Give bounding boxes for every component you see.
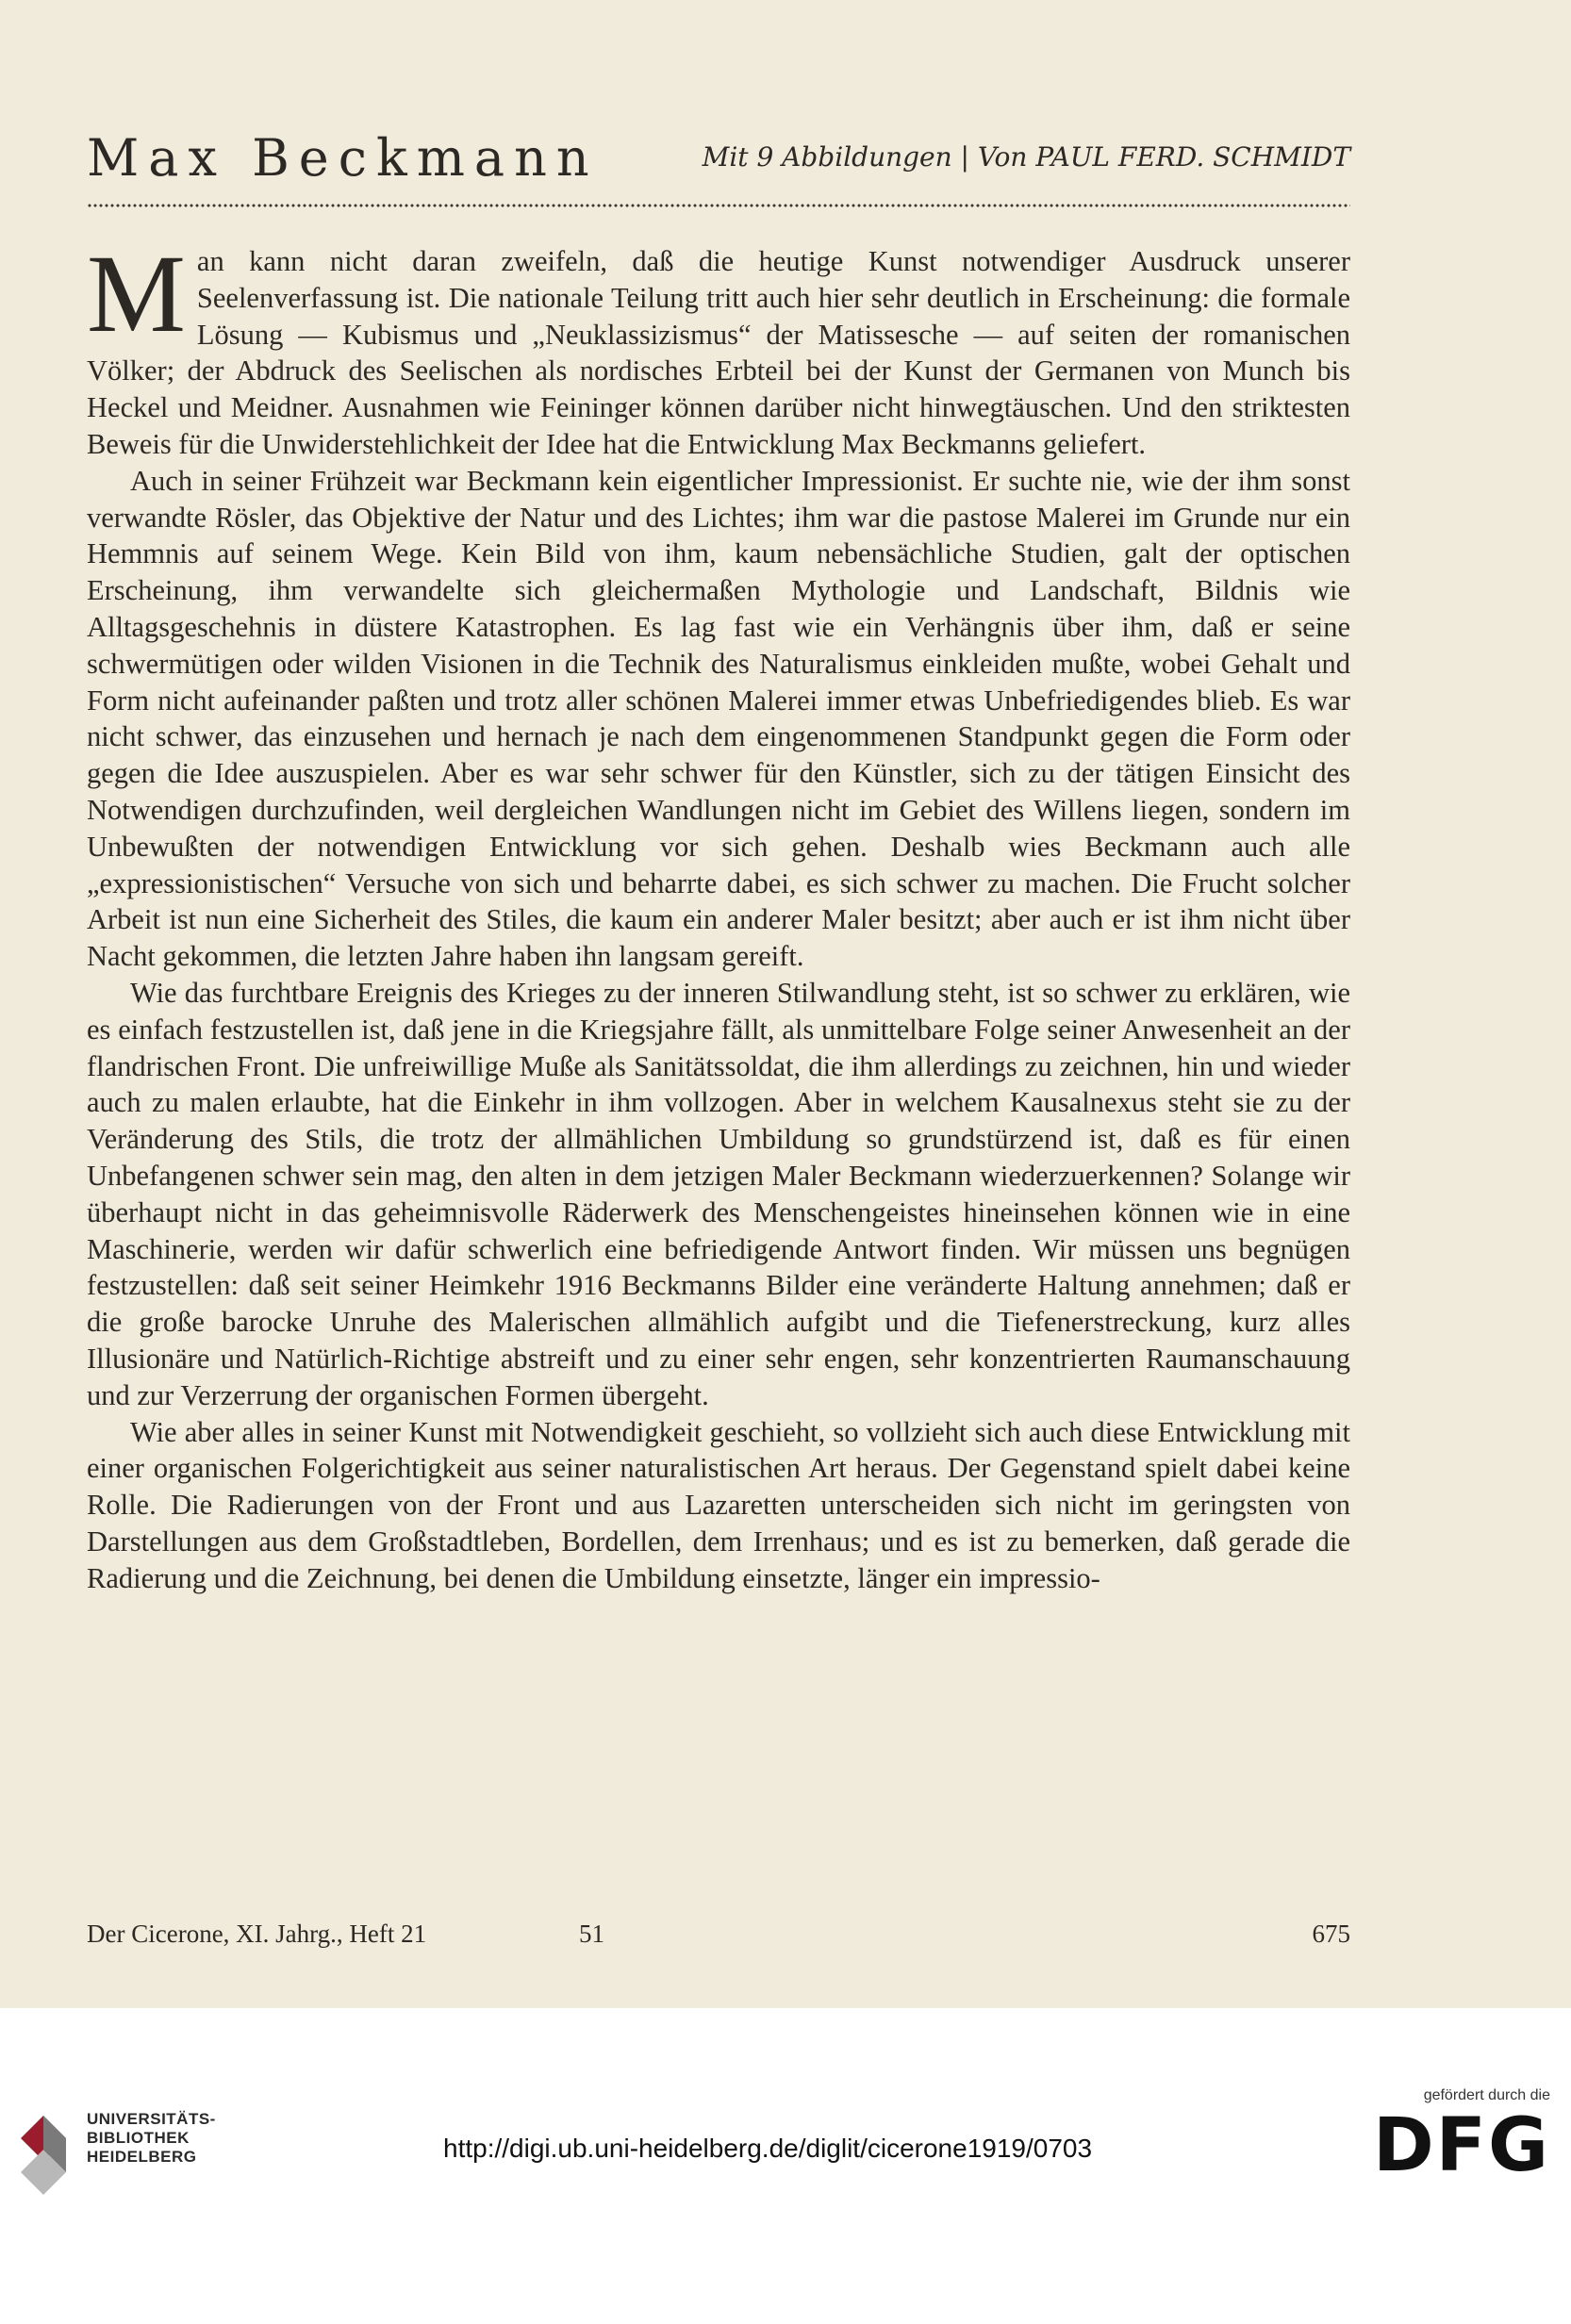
- journal-reference: Der Cicerone, XI. Jahrg., Heft 21: [87, 1920, 427, 1948]
- article-header: [87, 121, 1350, 196]
- dfg-logo: DFG: [1372, 2103, 1550, 2188]
- paragraph: [87, 232, 1350, 463]
- article-byline: Mit 9 Abbildungen | Von PAUL FERD. SCHMIDT: [702, 141, 1350, 173]
- paragraph: Wie das furchtbare Ereignis des Krieges zu der inneren Stilwandlung steht, ist so schwer zu erklären, wie es einfach festzustellen ist, daß jene in die Kriegsjahre fällt, als unmittelbare Folge seiner Anwesenheit an der flandrischen Front. Die unfreiwillige Muße als Sanitätssoldat, die ihm allerdings zu zeichnen, hin und wieder auch zu malen erlaubte, hat die Einkehr in ihm vollzogen. Aber in welchem Kausalnexus steht sie zu der Veränderung des Stils, die trotz der allmählichen Umbildung so grundstürzend ist, daß es für einen Unbefangenen schwer sein mag, den alten in dem jetzigen Maler Beckmann wiederzuerkennen? Solange wir überhaupt nicht in das geheimnisvolle Räderwerk des Menschengeistes hineinsehen können wie in eine Maschinerie, werden wir dafür schwerlich eine befriedigende Antwort finden. Wir müssen uns begnügen festzustellen: daß seit seiner Heimkehr 1916 Beckmanns Bilder eine veränderte Haltung annehmen; daß er die große barocke Unruhe des Malerischen allmählich aufgibt und die Tiefenerstreckung, kurz alles Illusionäre und Natürlich-Richtige abstreift und zu einer sehr engen, sehr konzentrierten Raumanschauung und zur Verzerrung der organischen Formen übergeht.: [87, 976, 1350, 1411]
- library-name-line: BIBLIOTHEK: [87, 2129, 190, 2147]
- funding-note: gefördert durch die: [1423, 2087, 1550, 2103]
- sheet-number: 51: [579, 1920, 604, 1948]
- paragraph: Auch in seiner Frühzeit war Beckmann kein eigentlicher Impressionist. Er suchte nie, wie der ihm sonst verwandte Rösler, das Objektive der Natur und des Lichtes; ihm war die pastose Malerei im Grunde nur ein Hemmnis auf seinem Wege. Kein Bild von ihm, kaum nebensächliche Studien, galt der optischen Erscheinung, ihm verwandelte sich gleichermaßen Mythologie und Landschaft, Bildnis wie Alltagsgeschehnis in düstere Katastrophen. Es lag fast wie ein Verhängnis über ihm, daß er seine schwermütigen oder wilden Visionen in die Technik des Naturalismus einkleiden mußte, wobei Gehalt und Form nicht aufeinander paßten und trotz aller schönen Malerei immer etwas Unbefriedigendes blieb. Es war nicht schwer, das einzusehen und hernach je nach dem eingenommenen Standpunkt gegen die Form oder gegen die Idee auszuspielen. Aber es war sehr schwer für den Künstler, sich zu der tätigen Einsicht des Notwendigen durchzufinden, weil dergleichen Wandlungen nicht im Gebiet des Willens liegen, sondern im Unbewußten der notwendigen Entwicklung vor sich gehen. Deshalb wies Beckmann auch alle „expressionistischen“ Versuche von sich und beharrte dabei, es sich schwer zu machen. Die Frucht solcher Arbeit ist nun eine Sicherheit des Stiles, die kaum ein anderer Maler besitzt; aber auch er ist ihm nicht über Nacht gekommen, die letzten Jahre haben ihn langsam gereift.: [87, 464, 1350, 973]
- dotted-divider: [87, 203, 1350, 208]
- paragraph: Wie aber alles in seiner Kunst mit Notwendigkeit geschieht, so vollzieht sich auch diese Entwicklung mit einer organischen Folgerichtigkeit aus seiner naturalistischen Art heraus. Der Gegenstand spielt dabei keine Rolle. Die Radierungen von der Front und aus Lazaretten unterscheiden sich nicht im geringsten von Darstellungen aus dem Großstadtleben, Bordellen, dem Irrenhaus; und es ist zu bemerken, daß gerade die Radierung und die Zeichnung, bei denen die Umbildung einsetzte, länger ein impressio-: [87, 1415, 1350, 1594]
- paragraph-text: an kann nicht daran zweifeln, daß die heutige Kunst notwendiger Ausdruck unserer Seelenverfassung ist. Die nationale Teilung tritt auch hier sehr deutlich in Erscheinung: die formale Lösung — Kubismus und „Neuklassizismus“ der Matissesche — auf seiten der romanischen Völker; der Abdruck des Seelischen als nordisches Erbteil bei der Kunst der Germanen von Munch bis Heckel und Meidner. Ausnahmen wie Feininger können darüber nicht hinwegtäuschen. Und den striktesten Beweis für die Unwiderstehlichkeit der Idee hat die Entwicklung Max Beckmanns geliefert.: [87, 245, 1350, 460]
- library-name-line: HEIDELBERG: [87, 2148, 197, 2166]
- page-footer: [87, 1920, 1350, 1957]
- permalink-url[interactable]: http://digi.ub.uni-heidelberg.de/diglit/cicerone1919/0703: [443, 2134, 1093, 2163]
- page-number: 675: [1312, 1920, 1350, 1948]
- article-title: Max Beckmann: [87, 128, 599, 188]
- drop-cap: M: [87, 232, 186, 355]
- article-body: [87, 232, 1350, 1596]
- digitization-bar: [0, 2008, 1571, 2324]
- library-name: [87, 2110, 216, 2167]
- library-name-line: UNIVERSITÄTS-: [87, 2110, 216, 2128]
